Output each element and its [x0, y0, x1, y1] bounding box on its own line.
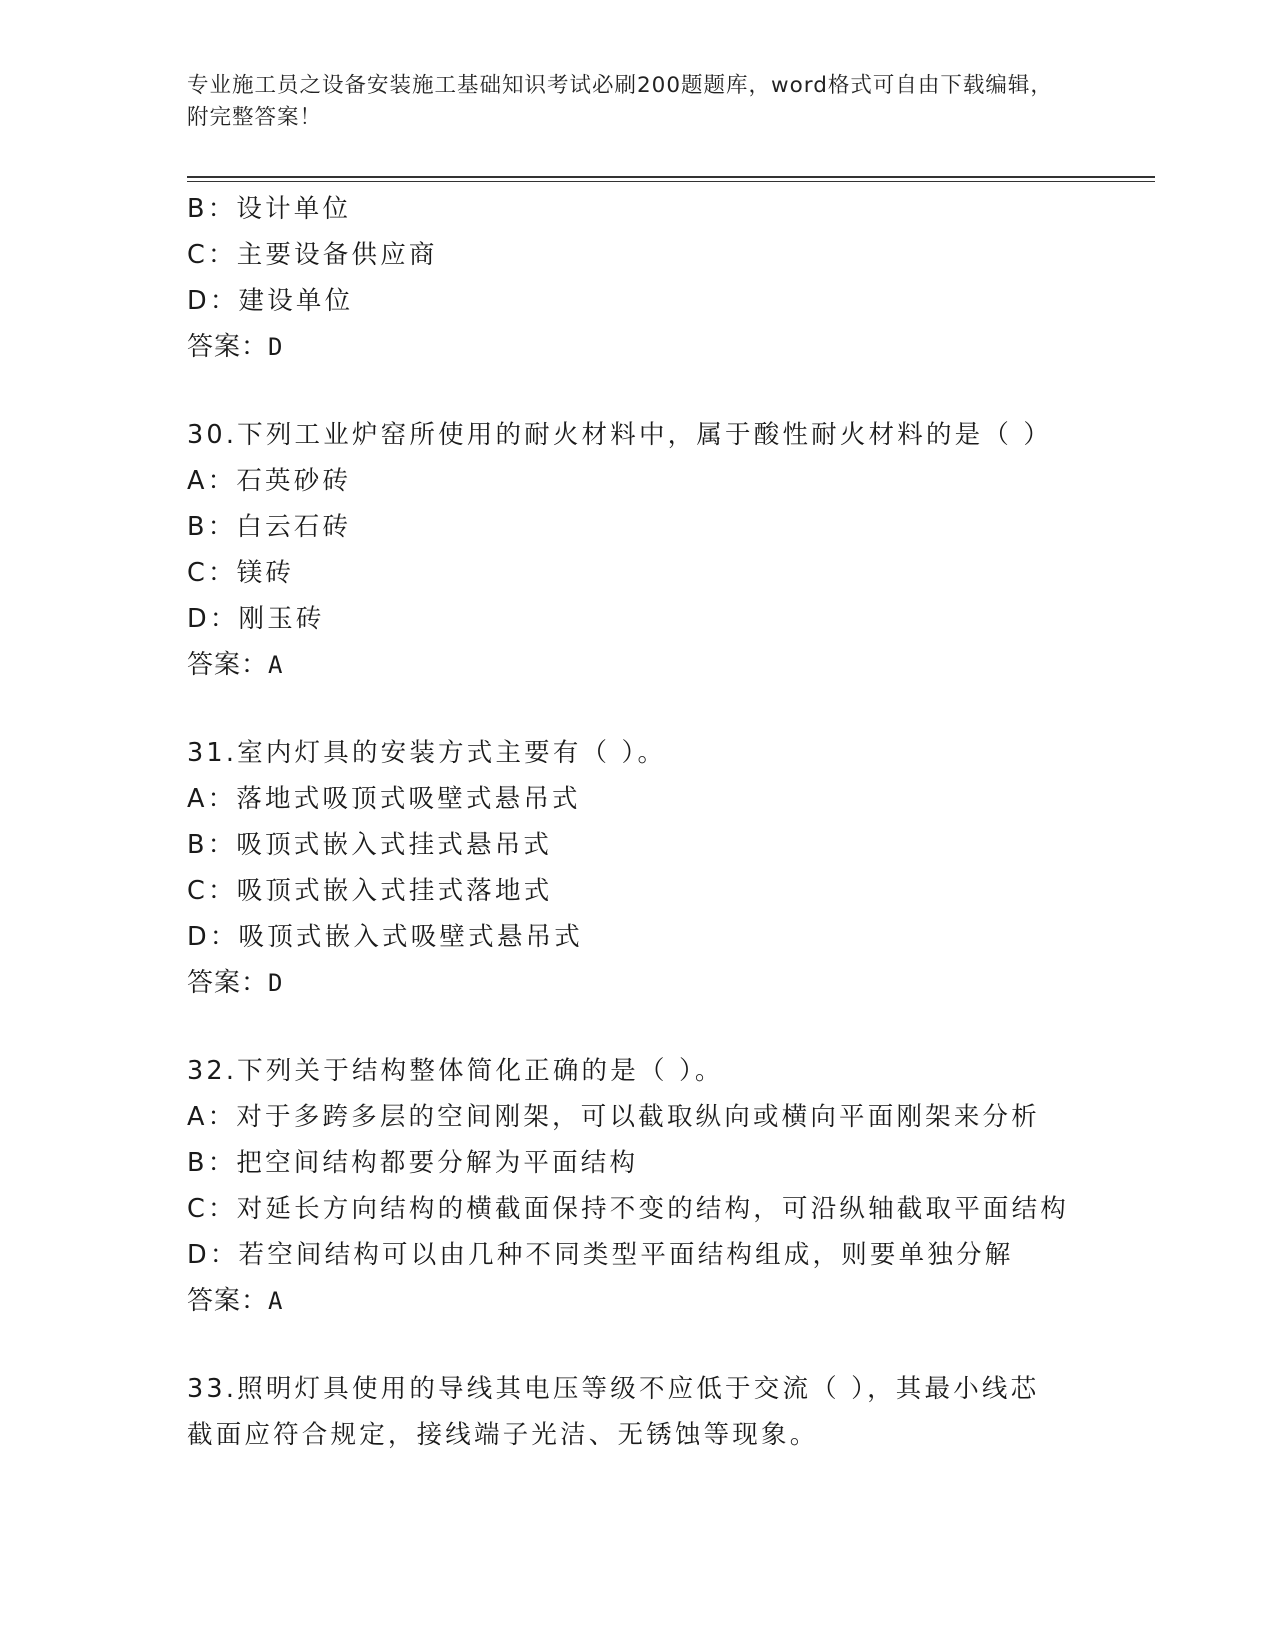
- option-c: C：镁砖: [187, 558, 295, 588]
- answer-label: 答案：: [187, 650, 269, 680]
- option-c: C：主要设备供应商: [187, 240, 438, 270]
- option-d: D：刚玉砖: [187, 604, 325, 634]
- question-30: [187, 412, 1127, 688]
- question-stem-line-1: 33.照明灯具使用的导线其电压等级不应低于交流（ ），其最小线芯: [187, 1374, 1040, 1404]
- answer-value: D: [268, 333, 284, 361]
- question-stem: 30.下列工业炉窑所使用的耐火材料中，属于酸性耐火材料的是（ ）: [187, 420, 1053, 450]
- option-b: B：白云石砖: [187, 512, 352, 542]
- option-b: B：设计单位: [187, 194, 352, 224]
- question-32: [187, 1048, 1127, 1324]
- option-d: D：若空间结构可以由几种不同类型平面结构组成，则要单独分解: [187, 1240, 1014, 1270]
- answer-value: A: [268, 651, 284, 679]
- answer-line: [187, 324, 1127, 370]
- answer-label: 答案：: [187, 332, 269, 362]
- header-divider: [187, 176, 1155, 182]
- option-a: A：对于多跨多层的空间刚架，可以截取纵向或横向平面刚架来分析: [187, 1102, 1040, 1132]
- question-stem-line-2: 截面应符合规定，接线端子光洁、无锈蚀等现象。: [187, 1420, 819, 1450]
- option-b: B：把空间结构都要分解为平面结构: [187, 1148, 639, 1178]
- option-d: D：建设单位: [187, 286, 354, 316]
- question-29-continued: [187, 186, 1127, 370]
- answer-line: [187, 642, 1127, 688]
- page-header: 专业施工员之设备安装施工基础知识考试必刷200题题库，word格式可自由下载编辑，附完整答案！: [187, 73, 1053, 130]
- option-b: B：吸顶式嵌入式挂式悬吊式: [187, 830, 553, 860]
- answer-value: A: [268, 1287, 284, 1315]
- question-31: [187, 730, 1127, 1006]
- question-33: [187, 1366, 1127, 1458]
- answer-value: D: [268, 969, 284, 997]
- question-stem: 31.室内灯具的安装方式主要有（ ）。: [187, 738, 667, 768]
- option-c: C：对延长方向结构的横截面保持不变的结构，可沿纵轴截取平面结构: [187, 1194, 1070, 1224]
- option-a: A：落地式吸顶式吸壁式悬吊式: [187, 784, 581, 814]
- question-list: [187, 186, 1127, 1458]
- answer-line: [187, 1278, 1127, 1324]
- answer-label: 答案：: [187, 1286, 269, 1316]
- option-a: A：石英砂砖: [187, 466, 352, 496]
- answer-label: 答案：: [187, 968, 269, 998]
- question-stem: 32.下列关于结构整体简化正确的是（ ）。: [187, 1056, 724, 1086]
- option-c: C：吸顶式嵌入式挂式落地式: [187, 876, 553, 906]
- answer-line: [187, 960, 1127, 1006]
- option-d: D：吸顶式嵌入式吸壁式悬吊式: [187, 922, 583, 952]
